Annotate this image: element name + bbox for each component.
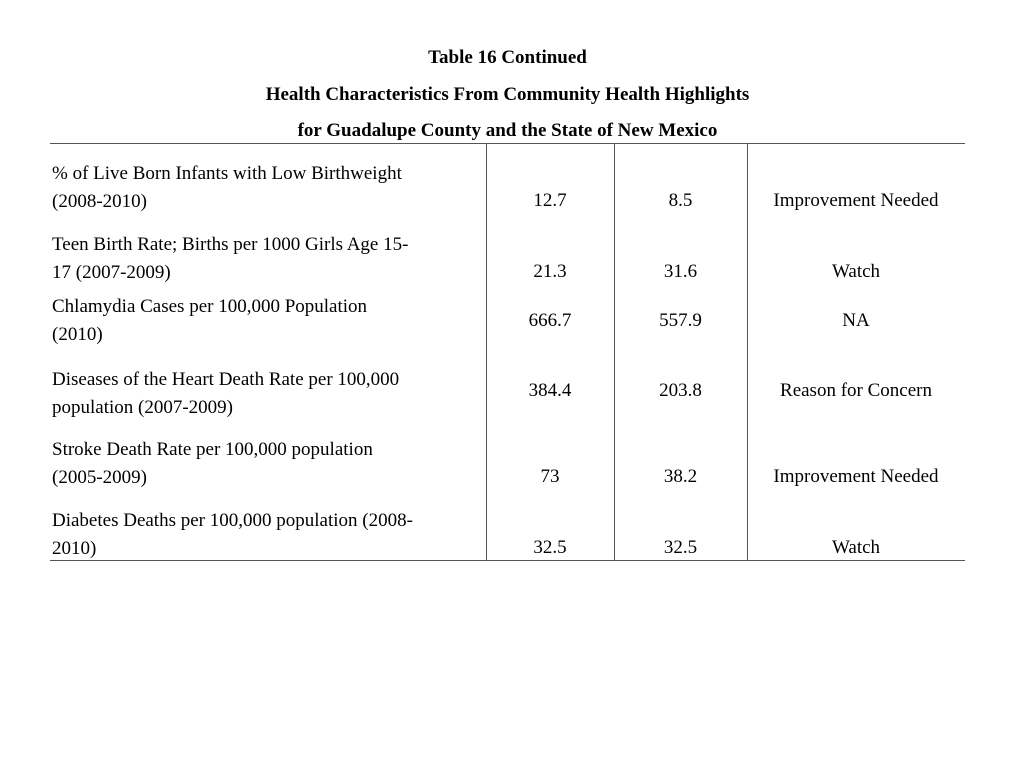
status-text: Improvement Needed: [773, 190, 939, 211]
row-label: [52, 231, 486, 287]
row-label-line-2: (2008-2010): [52, 191, 147, 212]
county-value: 666.7: [528, 310, 572, 331]
title-line-1: Table 16 Continued: [428, 47, 587, 68]
row-label-line-1: Diabetes Deaths per 100,000 population (2008-: [52, 510, 413, 531]
row-label: [52, 507, 486, 563]
county-value: 384.4: [528, 380, 572, 401]
state-value: 31.6: [663, 261, 698, 282]
row-label-line-2: (2010): [52, 324, 103, 345]
county-value: 12.7: [533, 190, 567, 211]
row-label-line-1: % of Live Born Infants with Low Birthweight: [52, 163, 402, 184]
county-value: 73: [540, 466, 560, 487]
row-label-line-1: Stroke Death Rate per 100,000 population: [52, 439, 373, 460]
row-label: [52, 366, 486, 422]
row-label: [52, 160, 486, 216]
state-value: 38.2: [663, 466, 698, 487]
status-text: Watch: [831, 537, 881, 558]
county-value: 21.3: [533, 261, 567, 282]
title-line-2: Health Characteristics From Community Health Highlights: [265, 84, 750, 105]
row-label-line-2: (2005-2009): [52, 467, 147, 488]
status-text: Reason for Concern: [780, 380, 932, 401]
table-top-rule: [50, 143, 965, 144]
row-label-line-1: Teen Birth Rate; Births per 1000 Girls Age 15-: [52, 234, 409, 255]
row-label-line-2: 2010): [52, 538, 97, 559]
status-text: NA: [842, 310, 870, 331]
row-label-line-2: population (2007-2009): [52, 397, 234, 418]
row-label-line-1: Chlamydia Cases per 100,000 Population: [52, 296, 368, 317]
row-label-line-1: Diseases of the Heart Death Rate per 100,000: [52, 369, 400, 390]
row-label-line-2: 17 (2007-2009): [52, 262, 171, 283]
status-text: Improvement Needed: [773, 466, 939, 487]
state-value: 557.9: [659, 310, 702, 331]
county-value: 32.5: [533, 537, 567, 558]
state-value: 8.5: [668, 190, 693, 211]
row-label: [52, 293, 486, 349]
state-value: 32.5: [663, 537, 698, 558]
state-value: 203.8: [659, 380, 702, 401]
title-line-3: for Guadalupe County and the State of New Mexico: [297, 120, 718, 141]
row-label: [52, 436, 486, 492]
status-text: Watch: [831, 261, 881, 282]
